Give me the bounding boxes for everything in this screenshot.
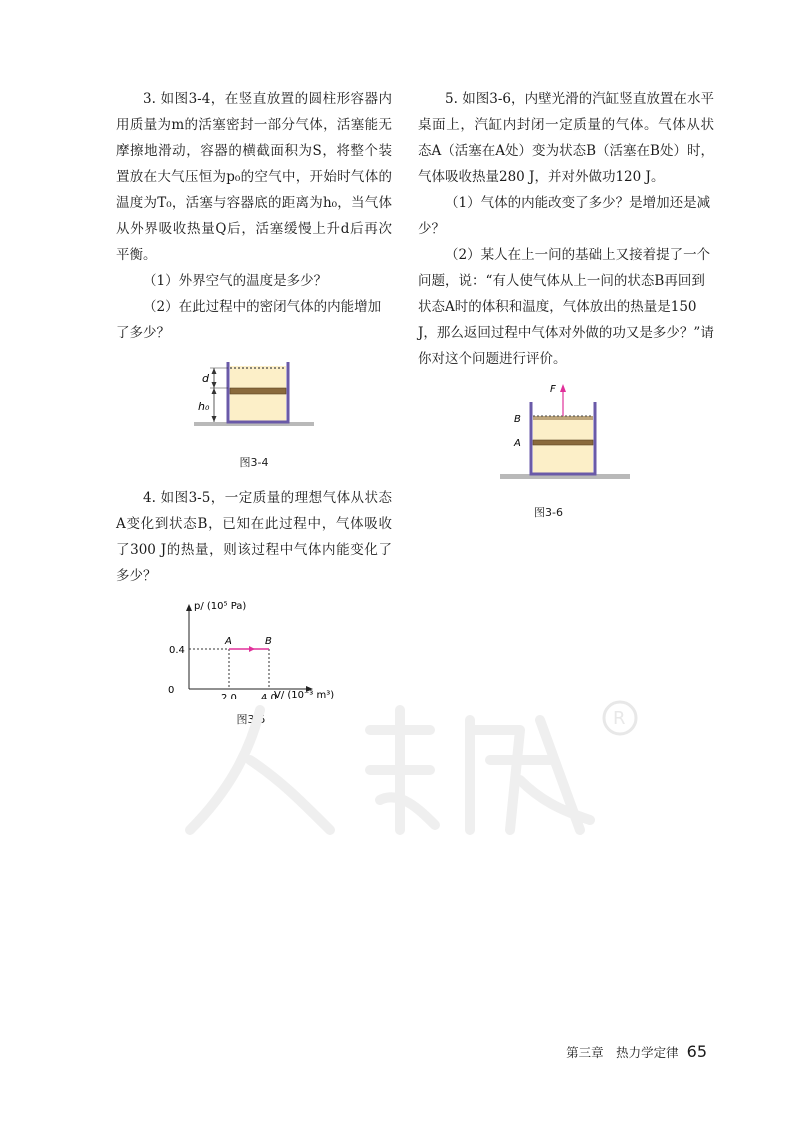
piston-position-a [533, 440, 593, 445]
label-b: B [514, 414, 521, 425]
point-label-b: B [265, 636, 272, 647]
figure-3-5-caption: 图3-5 [236, 713, 266, 726]
problem-5-question-2: （2）某人在上一问的基础上又接着提了一个问题，说：“有人使气体从上一问的状态B再回到状态A时的体积和温度，气体放出的热量是150 J，那么返回过程中气体对外做的功又是多少？”请你对这个问题进行评价。 [418, 247, 714, 367]
page-footer [566, 1042, 707, 1061]
left-column [116, 86, 392, 728]
process-arrow [249, 646, 255, 652]
label-a: A [514, 438, 521, 449]
force-arrowhead [560, 384, 566, 392]
figure-3-6-caption: 图3-6 [534, 506, 563, 519]
figure-3-4 [194, 362, 314, 471]
pv-chart [146, 599, 356, 699]
label-h0: h₀ [198, 400, 210, 413]
piston-position-b [533, 416, 593, 420]
cylinder-piston-diagram [194, 362, 314, 442]
problem-3-text: 3. 如图3-4，在竖直放置的圆柱形容器内用质量为m的活塞密封一部分气体，活塞能无摩擦地滑动，容器的横截面积为S，将整个装置放在大气压恒为p₀的空气中，开始时气体的温度为T₀，活塞与容器底的距离为h₀，当气体从外界吸收热量Q后，活塞缓慢上升d后再次平衡。 [116, 91, 392, 263]
piston [230, 388, 286, 394]
chapter-title: 第三章 热力学定律 [566, 1045, 679, 1060]
right-column [418, 86, 714, 521]
problem-3-question-2: （2）在此过程中的密闭气体的内能增加了多少？ [116, 299, 382, 341]
label-d: d [202, 372, 209, 385]
figure-3-4-caption: 图3-4 [239, 456, 269, 469]
x-tick-label-1: 4.0 [261, 693, 277, 699]
y-axis-label: p/ (10⁵ Pa) [194, 601, 247, 612]
x-axis-label: V/ (10⁻³ m³) [274, 690, 335, 699]
svg-text:R: R [613, 708, 626, 729]
problem-4-text: 4. 如图3-5，一定质量的理想气体从状态A变化到状态B，已知在此过程中，气体吸收了300 J的热量，则该过程中气体内能变化了多少？ [116, 490, 392, 584]
origin-label: 0 [168, 685, 175, 696]
figure-3-6 [500, 382, 630, 521]
label-f: F [550, 384, 556, 395]
y-tick-label-0: 0.4 [169, 645, 185, 656]
cylinder-force-diagram [500, 382, 630, 492]
problem-5-text: 5. 如图3-6，内壁光滑的汽缸竖直放置在水平桌面上，汽缸内封闭一定质量的气体。气体从状态A（活塞在A处）变为状态B（活塞在B处）时，气体吸收热量280 J，并对外做功120 J。 [418, 91, 714, 185]
publisher-watermark-logo [180, 690, 650, 850]
point-label-a: A [225, 636, 232, 647]
x-tick-label-0: 2.0 [221, 693, 237, 699]
problem-5-question-1: （1）气体的内能改变了多少？是增加还是减少？ [418, 195, 711, 237]
problem-3-question-1: （1）外界空气的温度是多少？ [143, 273, 328, 289]
page-number: 65 [686, 1042, 707, 1061]
